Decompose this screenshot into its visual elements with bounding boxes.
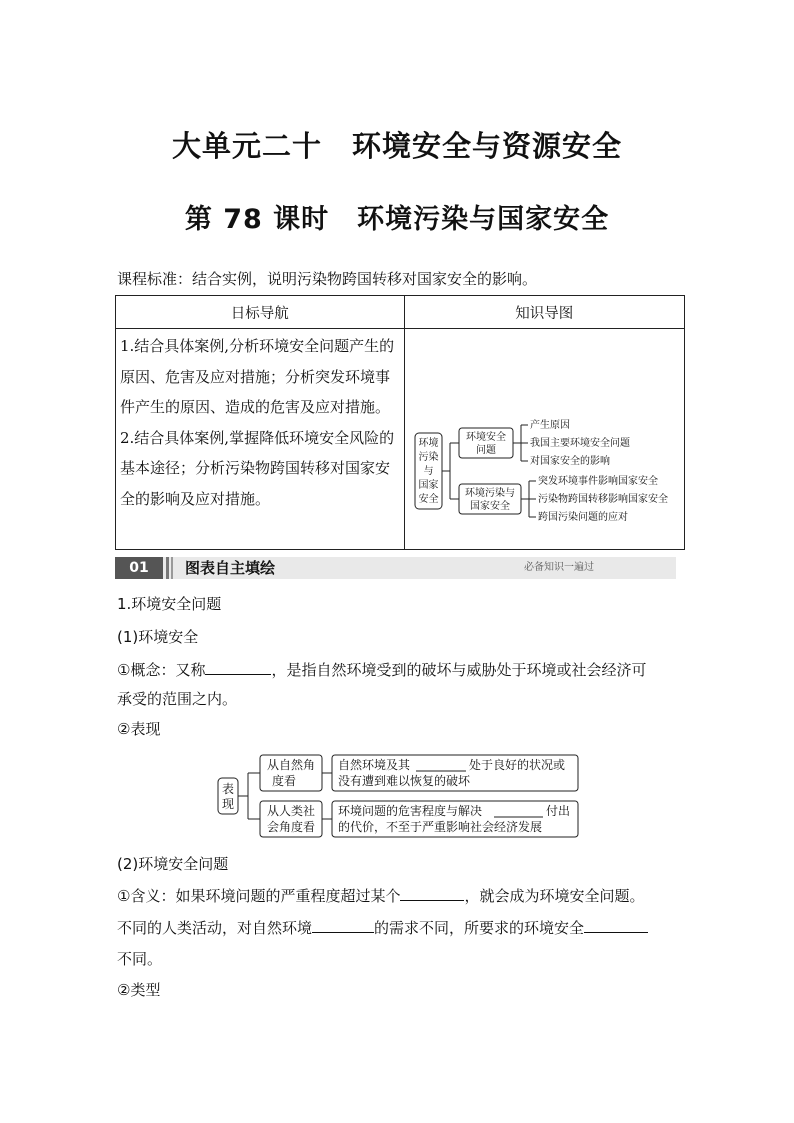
- goal-header: 日标导航: [116, 296, 405, 329]
- section-header: [115, 557, 676, 579]
- section-subtitle: 必备知识一遍过: [524, 562, 594, 573]
- meaning-text-b: ，就会成为环境安全问题。: [464, 887, 645, 905]
- manifest-desc-2c: 的代价，不至于严重影响社会经济发展: [338, 820, 543, 834]
- mindmap-leaf-1-2: 我国主要环境安全问题: [529, 438, 630, 449]
- mindmap-diagram: [405, 329, 688, 549]
- heading-env-security-problems: (2)环境安全问题: [117, 855, 229, 873]
- mindmap-branch-2a: 环境污染与: [464, 488, 515, 499]
- manifest-desc-1b: 处于良好的状况或: [469, 758, 566, 772]
- mindmap-root-4: 国家: [418, 480, 439, 491]
- manifest-root-1: 表: [221, 782, 235, 796]
- mindmap-root-2: 污染: [418, 452, 439, 463]
- goal-1: 1.结合具体案例,分析环境安全问题产生的原因、危害及应对措施；分析突发环境事件产生的原因、造成的危害及应对措施。: [120, 337, 395, 416]
- mindmap-root-5: 安全: [418, 494, 439, 505]
- section-divider-thin: [171, 557, 173, 579]
- fill-blank[interactable]: [584, 920, 648, 933]
- mindmap-leaf-2-3: 跨国污染问题的应对: [537, 512, 628, 523]
- meaning-text-d: 的需求不同，所要求的环境安全: [374, 919, 585, 937]
- meaning-line-3: 不同。: [117, 950, 163, 968]
- goal-2: 2.结合具体案例,掌握降低环境安全风险的基本途径；分析污染物跨国转移对国家安全的影响及应对措施。: [120, 428, 395, 508]
- lesson-title: 第 78 课时 环境污染与国家安全: [184, 204, 610, 235]
- concept-text-b: ，是指自然环境受到的破坏与威胁处于环境或社会经济可: [271, 661, 647, 679]
- section-divider: [166, 557, 169, 579]
- manifest-desc-2b: 付出: [546, 804, 571, 818]
- mindmap-leaf-2-1: 突发环境事件影响国家安全: [537, 476, 658, 487]
- mindmap-leaf-1-3: 对国家安全的影响: [529, 456, 610, 467]
- course-standard: 课程标准：结合实例，说明污染物跨国转移对国家安全的影响。: [117, 270, 538, 288]
- mindmap-cell: [404, 329, 684, 550]
- manifest-desc-1a: 自然环境及其: [338, 758, 411, 772]
- manifest-angle-2a: 从人类社: [266, 804, 316, 818]
- heading-env-security: (1)环境安全: [117, 628, 199, 646]
- manifest-root-2: 现: [221, 797, 235, 811]
- mindmap-root-3: 与: [423, 466, 434, 477]
- fill-blank[interactable]: [205, 662, 271, 675]
- heading-env-security-issues: 1.环境安全问题: [117, 595, 222, 613]
- manifest-diagram: [216, 752, 580, 838]
- mindmap-root-1: 环境: [418, 438, 439, 449]
- section-number: 01: [115, 557, 163, 579]
- fill-blank[interactable]: [400, 888, 464, 901]
- manifest-desc-1c: 没有遭到难以恢复的破坏: [338, 774, 471, 788]
- mindmap-branch-1a: 环境安全: [465, 432, 506, 443]
- manifest-angle-1a: 从自然角: [266, 758, 316, 772]
- meaning-line-2: [117, 917, 648, 938]
- fill-blank[interactable]: [312, 920, 374, 933]
- manifest-heading: ②表现: [117, 720, 161, 738]
- manifest-desc-2a: 环境问题的危害程度与解决: [338, 804, 483, 818]
- meaning-text-a: ①含义：如果环境问题的严重程度超过某个: [117, 887, 401, 905]
- manifest-angle-1b: 度看: [272, 774, 297, 788]
- meaning-text-c: 不同的人类活动，对自然环境: [117, 919, 313, 937]
- manifest-angle-2b: 会角度看: [266, 820, 316, 834]
- types-heading: ②类型: [117, 981, 161, 999]
- concept-line: [117, 659, 646, 680]
- mindmap-leaf-1-1: 产生原因: [529, 420, 570, 431]
- section-title: 图表自主填绘: [185, 559, 276, 577]
- guide-table: [115, 295, 685, 550]
- mindmap-branch-1b: 问题: [475, 445, 496, 456]
- concept-text-a: ①概念：又称: [117, 661, 206, 679]
- unit-title: 大单元二十 环境安全与资源安全: [171, 129, 622, 163]
- map-header: 知识导图: [404, 296, 684, 329]
- concept-line-2: 承受的范围之内。: [117, 690, 238, 708]
- goal-cell: [116, 329, 405, 550]
- mindmap-branch-2b: 国家安全: [469, 501, 510, 512]
- mindmap-leaf-2-2: 污染物跨国转移影响国家安全: [537, 494, 668, 505]
- meaning-line: [117, 885, 644, 906]
